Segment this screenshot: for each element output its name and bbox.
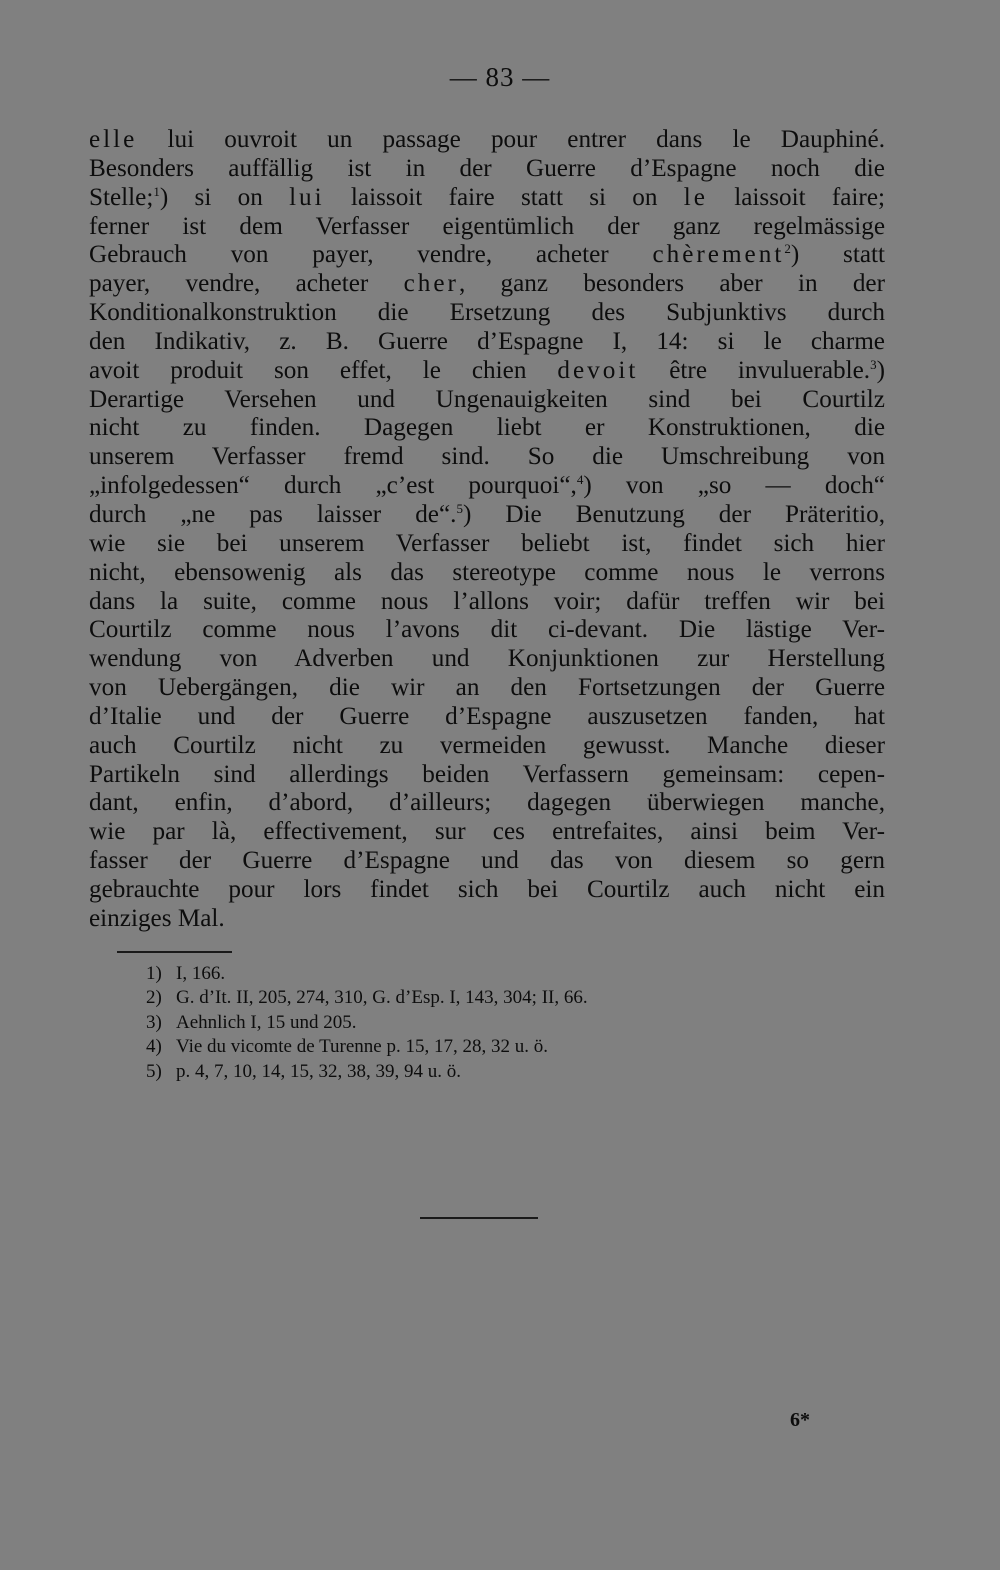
- footnote-ref: 2: [784, 241, 791, 257]
- text-run: durch „ne pas laisser de“.: [89, 500, 457, 528]
- footnote-text: Vie du vicomte de Turenne p. 15, 17, 28, 32 u. ö.: [176, 1036, 548, 1058]
- page-number: — 83 —: [449, 62, 551, 92]
- footnote-ref: 1: [153, 183, 160, 199]
- text-line: [89, 241, 885, 270]
- text-run: Derartige Versehen und Ungenauigkeiten sind bei Courtilz: [89, 385, 885, 413]
- emphasized-word: lui: [289, 183, 325, 211]
- text-line: [89, 155, 885, 184]
- footnote: [146, 986, 588, 1010]
- text-run: „infolgedessen“ durch „c’est pourquoi“,: [89, 472, 577, 500]
- text-line: [89, 357, 885, 386]
- footnote-text: G. d’It. II, 205, 274, 310, G. d’Esp. I, 143, 304; II, 66.: [176, 987, 588, 1009]
- text-run: ) statt: [790, 241, 885, 269]
- text-run: wie sie bei unserem Verfasser beliebt ist, findet sich hier: [89, 529, 885, 557]
- text-run: Courtilz comme nous l’avons dit ci-devant. Die lästige Ver-: [89, 616, 885, 644]
- text-line: [89, 414, 885, 443]
- text-line: [89, 732, 885, 761]
- footnote-number: 4): [146, 1036, 162, 1058]
- text-run: ) Die Benutzung der Präteritio,: [462, 500, 885, 528]
- text-run: ) von „so — doch“: [583, 472, 885, 500]
- footnote: [146, 1011, 588, 1035]
- text-line: [89, 530, 885, 559]
- text-run: wendung von Adverben und Konjunktionen zur Herstellung: [89, 645, 885, 673]
- text-run: d’Italie und der Guerre d’Espagne auszusetzen fanden, hat: [89, 702, 885, 730]
- text-run: payer, vendre, acheter: [89, 270, 404, 298]
- text-run: , ganz besonders aber in der: [458, 270, 885, 298]
- emphasized-word: chèrement: [652, 241, 785, 269]
- end-rule: [420, 1217, 538, 1219]
- footnote-ref: 3: [870, 356, 877, 372]
- text-line: [89, 847, 885, 876]
- text-line: [89, 645, 885, 674]
- text-line: [89, 905, 885, 934]
- text-line: [89, 761, 885, 790]
- text-run: avoit produit son effet, le chien: [89, 356, 558, 384]
- text-run: fasser der Guerre d’Espagne und das von diesem so gern: [89, 847, 885, 875]
- text-run: nicht zu finden. Dagegen liebt er Konstruktionen, die: [89, 414, 885, 442]
- text-run: être invuluerable.: [638, 356, 871, 384]
- text-line: [89, 184, 885, 213]
- text-run: nicht, ebensowenig als das stereotype comme nous le verrons: [89, 558, 885, 586]
- text-run: unserem Verfasser fremd sind. So die Umschreibung von: [89, 443, 885, 471]
- text-run: dans la suite, comme nous l’allons voir; dafür treffen wir bei: [89, 587, 885, 615]
- text-line: [89, 386, 885, 415]
- footnote-number: 1): [146, 963, 162, 984]
- text-run: lui ouvroit un passage pour entrer dans le Dauphiné.: [137, 126, 885, 153]
- text-run: ): [876, 356, 885, 384]
- footnote-text: Aehnlich I, 15 und 205.: [176, 1011, 357, 1033]
- footnote-number: 5): [146, 1060, 162, 1082]
- text-line: [89, 616, 885, 645]
- text-line: [89, 703, 885, 732]
- text-line: [89, 674, 885, 703]
- text-run: Gebrauch von payer, vendre, acheter: [89, 241, 653, 269]
- text-line: [89, 818, 885, 847]
- text-line: [89, 126, 885, 155]
- body-text: [89, 126, 885, 934]
- emphasized-word: devoit: [557, 356, 639, 384]
- text-run: Besonders auffällig ist in der Guerre d’Espagne noch die: [89, 154, 885, 182]
- footnote-ref: 5: [456, 500, 463, 516]
- footnote: [146, 962, 588, 986]
- text-run: ) si on: [159, 183, 290, 211]
- text-run: den Indikativ, z. B. Guerre d’Espagne I, 14: si le charme: [89, 327, 885, 355]
- text-line: [89, 443, 885, 472]
- signature-mark: 6*: [790, 1409, 810, 1431]
- footnote: [146, 1035, 588, 1059]
- footnote-number: 2): [146, 987, 162, 1009]
- text-run: wie par là, effectivement, sur ces entrefaites, ainsi beim Ver-: [89, 818, 885, 846]
- text-line: [89, 876, 885, 905]
- text-run: dant, enfin, d’abord, d’ailleurs; dagegen überwiegen manche,: [89, 789, 885, 817]
- footnote-ref: 4: [576, 472, 584, 488]
- text-run: ferner ist dem Verfasser eigentümlich der ganz regelmässige: [89, 212, 885, 240]
- text-line: [89, 270, 885, 299]
- emphasized-word: cher: [403, 270, 459, 298]
- text-line: [89, 588, 885, 617]
- footnote: [146, 1060, 588, 1084]
- text-line: [89, 328, 885, 357]
- text-line: [89, 789, 885, 818]
- footnote-separator: [117, 951, 232, 953]
- text-run: einziges Mal.: [89, 904, 225, 932]
- text-line: [89, 501, 885, 530]
- text-run: Konditionalkonstruktion die Ersetzung des Subjunktivs durch: [89, 299, 885, 327]
- text-line: [89, 472, 885, 501]
- text-run: von Uebergängen, die wir an den Fortsetzungen der Guerre: [89, 674, 885, 702]
- text-line: [89, 559, 885, 588]
- footnote-number: 3): [146, 1011, 162, 1033]
- text-run: gebrauchte pour lors findet sich bei Courtilz auch nicht ein: [89, 875, 885, 903]
- text-run: Stelle;: [89, 183, 154, 211]
- footnotes: [146, 962, 588, 1084]
- footnote-text: p. 4, 7, 10, 14, 15, 32, 38, 39, 94 u. ö.: [176, 1060, 461, 1082]
- emphasized-word: le: [683, 183, 708, 211]
- footnote-text: I, 166.: [176, 963, 226, 984]
- text-line: [89, 213, 885, 242]
- text-run: auch Courtilz nicht zu vermeiden gewusst. Manche dieser: [89, 731, 885, 759]
- text-line: [89, 299, 885, 328]
- emphasized-word: elle: [89, 126, 138, 153]
- text-run: Partikeln sind allerdings beiden Verfassern gemeinsam: cepen-: [89, 760, 885, 788]
- text-run: laissoit faire;: [707, 183, 886, 211]
- text-run: laissoit faire statt si on: [324, 183, 684, 211]
